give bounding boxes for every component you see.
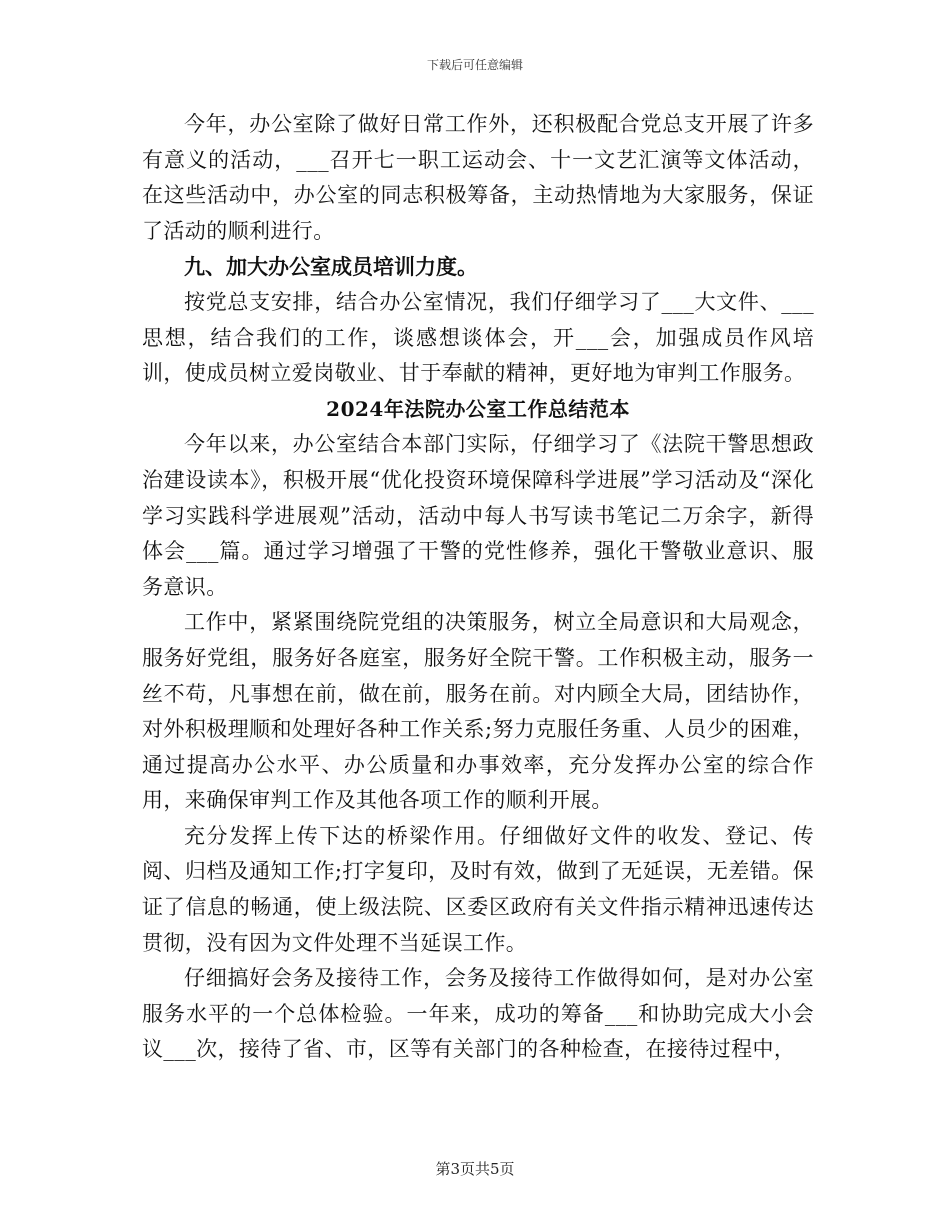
document-body <box>142 107 814 1068</box>
document-title: 2024年法院办公室工作总结范本 <box>326 396 630 421</box>
paragraph: 充分发挥上传下达的桥梁作用。仔细做好文件的收发、登记、传阅、归档及通知工作;打字复印，及时有效，做到了无延误，无差错。保证了信息的畅通，使上级法院、区委区政府有关文件指示精神迅速传达贯彻，没有因为文件处理不当延误工作。 <box>142 823 814 955</box>
paragraph: 工作中，紧紧围绕院党组的决策服务，树立全局意识和大局观念，服务好党组，服务好各庭室，服务好全院干警。工作积极主动，服务一丝不苟，凡事想在前，做在前，服务在前。对内顾全大局，团结协作，对外积极理顺和处理好各种工作关系;努力克服任务重、人员少的困难，通过提高办公水平、办公质量和办事效率，充分发挥办公室的综合作用，来确保审判工作及其他各项工作的顺利开展。 <box>142 610 814 813</box>
section-heading: 九、加大办公室成员培训力度。 <box>184 254 478 280</box>
paragraph: 仔细搞好会务及接待工作，会务及接待工作做得如何，是对办公室服务水平的一个总体检验。一年来，成功的筹备___和协助完成大小会议___次，接待了省、市，区等有关部门的各种检查，在接待过程中， <box>142 966 814 1062</box>
paragraph: 今年以来，办公室结合本部门实际，仔细学习了《法院干警思想政治建设读本》，积极开展“优化投资环境保障科学进展”学习活动及“深化学习实践科学进展观”活动，活动中每人书写读书笔记二万余字，新得体会___篇。通过学习增强了干警的党性修养，强化干警敬业意识、服务意识。 <box>142 432 814 599</box>
page-header: 下载后可任意编辑 <box>426 58 523 72</box>
paragraph: 按党总支安排，结合办公室情况，我们仔细学习了___大文件、___思想，结合我们的工作，谈感想谈体会，开___会，加强成员作风培训，使成员树立爱岗敬业、甘于奉献的精神，更好地为审判工作服务。 <box>142 289 814 386</box>
paragraph: 今年，办公室除了做好日常工作外，还积极配合党总支开展了许多有意义的活动，___召开七一职工运动会、十一文艺汇演等文体活动，在这些活动中，办公室的同志积极筹备，主动热情地为大家服务，保证了活动的顺利进行。 <box>142 112 814 243</box>
page-footer: 第3页共5页 <box>435 1160 515 1178</box>
